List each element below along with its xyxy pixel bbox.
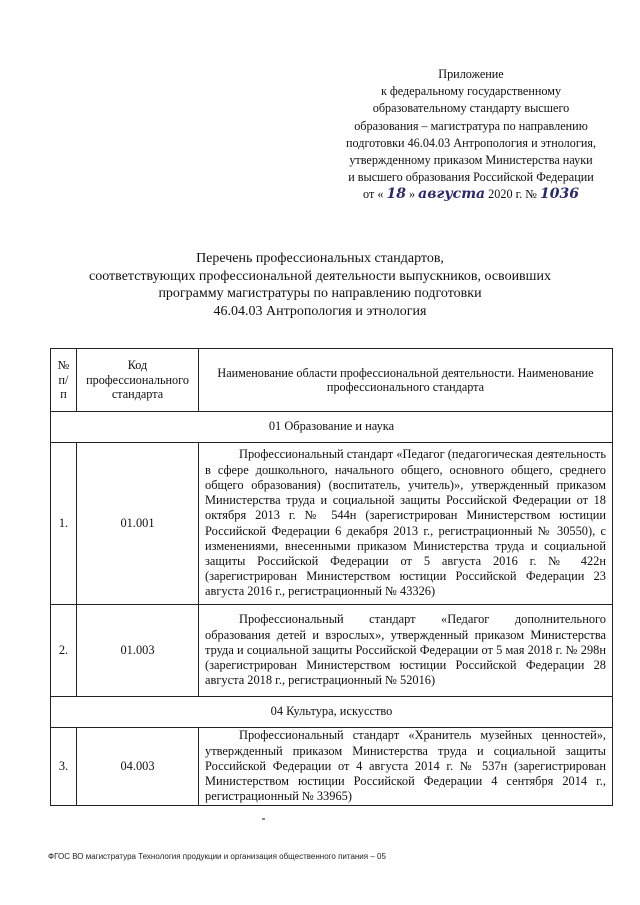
row-text: Профессиональный стандарт «Педагог дополнительного образования детей и взрослых», утвержденный приказом Министерства труда и социальной защиты Российской Федерации от 5 мая 2018 г. № 298н (зарегистрирован Министерством юстиции Российской Федерации 28 августа 2018 г., регистрационный № 52016)	[205, 612, 606, 688]
header-name: Наименование области профессиональной деятельности. Наименование профессионального стандарта	[199, 349, 613, 412]
appendix-line: образования – магистратура по направлению	[354, 118, 588, 133]
appendix-line: Приложение	[438, 67, 504, 81]
table-row	[51, 443, 613, 605]
title-line: Перечень профессиональных стандартов,	[196, 251, 444, 266]
title-line: 46.04.03 Антропология и этнология	[213, 303, 427, 319]
scan-speck	[262, 818, 265, 820]
row-text-cell	[199, 605, 613, 697]
date-mid: »	[409, 187, 416, 202]
section-row	[51, 697, 613, 728]
row-code: 04.003	[77, 728, 199, 806]
appendix-line: подготовки 46.04.03 Антропология и этнология,	[345, 135, 597, 150]
row-num: 1.	[51, 443, 77, 605]
row-text: Профессиональный стандарт «Хранитель музейных ценностей», утвержденный приказом Министерства труда и социальной защиты Российской Федерации от 4 августа 2014 г. № 537н (зарегистрирован Министерством юстиции Российской Федерации 4 сентября 2014 г., регистрационный № 33965)	[205, 728, 606, 804]
row-code: 01.003	[77, 605, 199, 697]
page-footer: ФГОС ВО магистратура Технология продукции и организация общественного питания – 05	[48, 852, 386, 861]
header-code: Код профессионального стандарта	[77, 349, 199, 412]
section-title: 04 Культура, искусство	[51, 697, 613, 728]
table-header-row	[51, 349, 613, 412]
handwritten-order-number: 1036	[539, 186, 579, 203]
row-code: 01.001	[77, 443, 199, 605]
row-text: Профессиональный стандарт «Педагог (педагогическая деятельность в сфере дошкольного, начального общего, основного общего, среднего общего образования) (воспитатель, учитель)», утвержденный приказом Министерства труда и социальной защиты Российской Федерации от 18 октября 2013 г. № 544н (зарегистрирован Министерством юстиции Российской Федерации 6 декабря 2013 г., регистрационный № 30550), с изменениями, внесенными приказом Министерства труда и социальной защиты Российской Федерации от 5 августа 2016 г. № 422н (зарегистрирован Министерством юстиции Российской Федерации 23 августа 2016 г., регистрационный № 43326)	[205, 447, 606, 599]
appendix-line: к федеральному государственному	[380, 84, 562, 99]
table-row	[51, 605, 613, 697]
title-line: соответствующих профессиональной деятельности выпускников, освоивших	[89, 268, 551, 284]
document-title	[40, 250, 600, 320]
handwritten-day: 18	[386, 186, 406, 203]
row-text-cell	[199, 728, 613, 806]
order-date-line	[330, 186, 612, 203]
date-prefix: от «	[363, 187, 384, 202]
standards-table	[50, 348, 613, 806]
section-row	[51, 412, 613, 443]
appendix-line: образовательному стандарту высшего	[372, 101, 570, 116]
appendix-block	[330, 66, 612, 204]
table-row	[51, 728, 613, 806]
row-text-cell	[199, 443, 613, 605]
section-title: 01 Образование и наука	[51, 412, 613, 443]
handwritten-month: августа	[418, 186, 486, 203]
appendix-line: утвержденному приказом Министерства науки	[349, 153, 593, 168]
header-num: № п/п	[51, 349, 77, 412]
row-num: 2.	[51, 605, 77, 697]
row-num: 3.	[51, 728, 77, 806]
title-line: программу магистратуры по направлению подготовки	[158, 286, 482, 301]
appendix-line: и высшего образования Российской Федерации	[348, 170, 594, 185]
date-year: 2020 г. №	[488, 187, 537, 202]
